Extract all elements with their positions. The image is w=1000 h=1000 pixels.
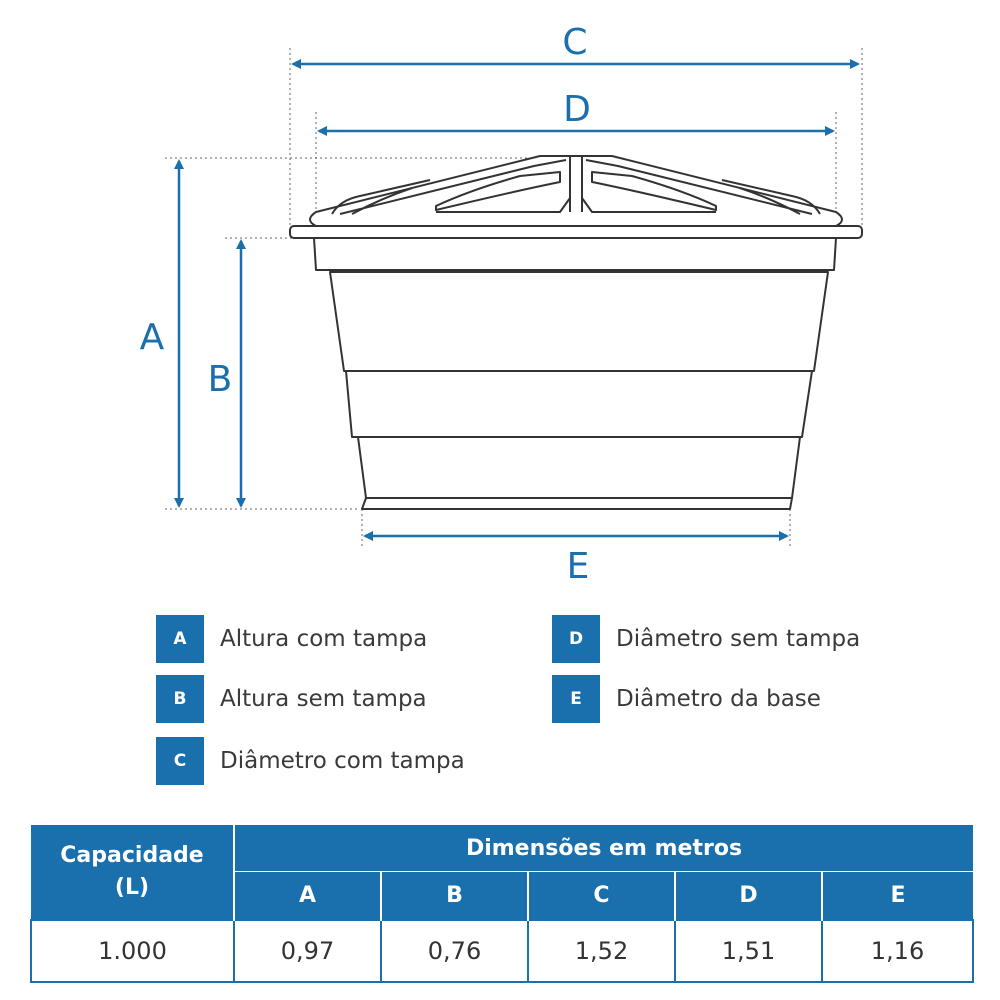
legend-text-e: Diâmetro da base [616,686,821,712]
capacity-cell: 1.000 [31,920,234,982]
capacity-header-line1: Capacidade [60,843,204,868]
dimensions-group-header: Dimensões em metros [234,825,973,872]
value-cell-d: 1,51 [675,920,822,982]
column-header-c: C [528,872,675,920]
table-row [31,920,973,982]
tank-band-middle [346,371,812,437]
label-d: D [563,89,591,130]
legend-item-d [552,615,860,663]
label-c: C [562,22,588,63]
tank-base [362,498,792,509]
lid-dome [310,156,842,226]
legend-badge-d: D [552,615,600,663]
legend-item-e [552,675,821,723]
legend-badge-c: C [156,737,204,785]
legend-item-b [156,675,427,723]
lid-rim [290,226,862,238]
tank-band-bottom [358,437,800,498]
value-cell-c: 1,52 [528,920,675,982]
legend-text-d: Diâmetro sem tampa [616,626,861,652]
legend-badge-e: E [552,675,600,723]
column-header-a: A [234,872,381,920]
value-cell-e: 1,16 [822,920,973,982]
column-header-d: D [675,872,822,920]
capacity-header-line2: (L) [114,875,150,900]
column-header-e: E [822,872,973,920]
tank-upper-ring [314,238,836,270]
value-cell-a: 0,97 [234,920,381,982]
capacity-header [31,825,234,920]
label-e: E [566,546,590,587]
column-header-b: B [381,872,528,920]
dimensions-table [30,825,974,983]
legend-text-c: Diâmetro com tampa [220,748,465,774]
label-b: B [207,359,233,400]
tank-band-top [330,272,828,371]
legend-badge-a: A [156,615,204,663]
legend-item-c [156,737,465,785]
value-cell-b: 0,76 [381,920,528,982]
label-a: A [139,317,165,358]
water-tank [290,156,862,509]
legend-text-b: Altura sem tampa [220,686,427,712]
legend-item-a [156,615,427,663]
legend-text-a: Altura com tampa [220,626,428,652]
legend-badge-b: B [156,675,204,723]
